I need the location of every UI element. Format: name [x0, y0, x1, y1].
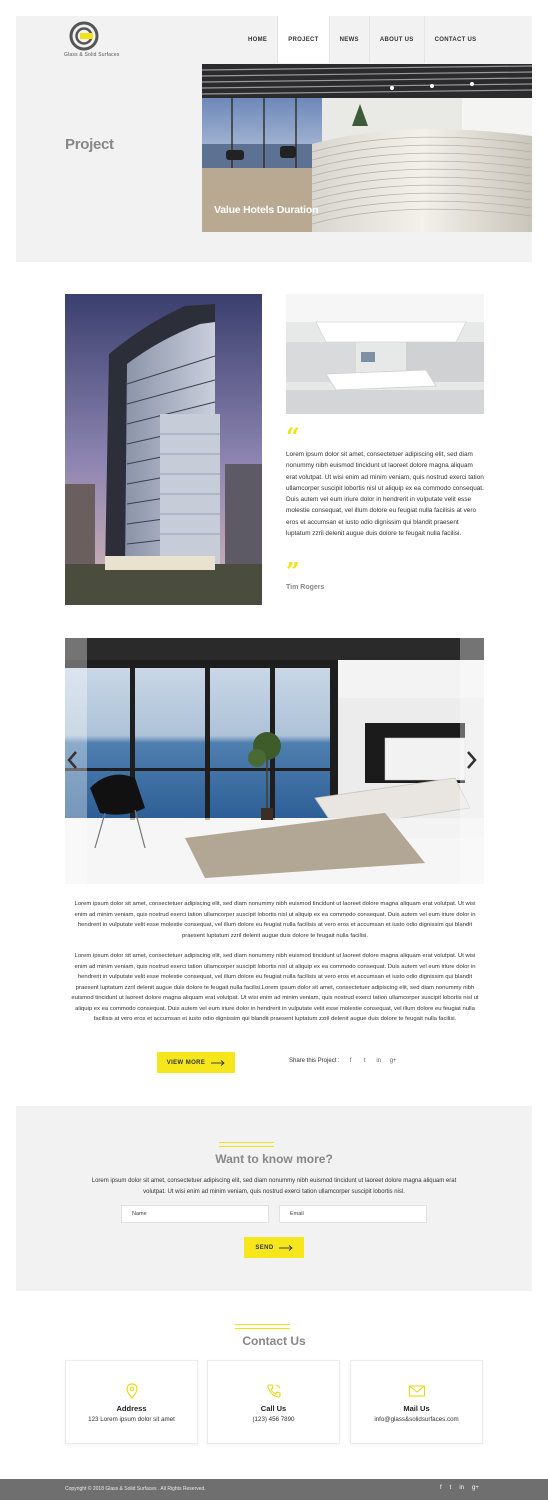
address-title: Address [116, 1404, 147, 1413]
bedroom-image [65, 638, 484, 884]
linkedin-icon[interactable]: in [459, 1485, 465, 1491]
tower-image [65, 294, 262, 605]
call-card [207, 1360, 340, 1444]
title-decoration [235, 1324, 290, 1332]
hero-image-caption: Value Hotels Duration [214, 204, 319, 216]
cta-text: Lorem ipsum dolor sit amet, consectetuer adipiscing elit, sed diam nonummy nibh euismod tincidunt ut laoreet dolore magna aliquam erat volutpat. Ut wisi enim ad minim veniam, quis nostrud exerci tation ullamcorper suscipit lobortis nisl. [91, 1178, 457, 1195]
share-bar [289, 1058, 396, 1064]
slider-next-arrow-icon[interactable] [464, 750, 478, 770]
call-title: Call Us [260, 1404, 287, 1413]
testimonial-author: Tim Rogers [286, 584, 325, 591]
arrow-right-icon [211, 1060, 225, 1066]
hero-image [202, 64, 532, 232]
nav-project[interactable]: PROJECT [278, 16, 329, 63]
nav-news[interactable]: NEWS [330, 16, 370, 63]
footer [0, 1479, 548, 1500]
brand-name: Glass & Solid Surfaces [64, 52, 120, 58]
cta-title: Want to know more? [215, 1152, 333, 1166]
arrow-right-icon [279, 1245, 293, 1251]
email-field[interactable]: Email [279, 1205, 427, 1223]
quote-open-icon: “ [286, 422, 300, 451]
linkedin-icon[interactable]: in [376, 1058, 382, 1064]
share-label: Share this Project : [289, 1058, 340, 1064]
address-card [65, 1360, 198, 1444]
contact-title: Contact Us [242, 1334, 306, 1348]
footer-social-links [440, 1485, 479, 1491]
view-more-label: VIEW MORE [166, 1059, 206, 1066]
project-paragraph-2: Lorem ipsum dolor sit amet, consectetuer adipiscing elit, sed diam nonummy nibh euismod tincidunt ut laoreet dolore magna aliquam erat volutpat. Ut wisi enim ad minim veniam, quis nostrud exerci tation ullamcorper suscipit lobortis nisl ut aliquip ex ea commodo consequat. Duis autem vel eum iriure dolor in hendrerit in vulputate velit esse molestie consequat, vel illum dolore eu feugiat nulla facilisis at vero eros et accumsan et iusto odio dignissim qui blandit praesent luptatum zzril delenit augue duis dolore te feugait nulla facilisi.Lorem ipsum dolor sit amet, consectetuer adipiscing elit, sed diam nonummy nibh euismod tincidunt ut laoreet dolore magna aliquam erat volutpat. Ut wisi enim ad minim veniam, quis nostrud exerci tation ullamcorper suscipit lobortis nisl ut aliquip ex ea commodo consequat. Duis autem vel eum iriure dolor in hendrerit in vulputate velit esse molestie consequat, vel illum dolore eu feugiat nulla facilisis at vero eros et accumsan et iusto odio dignissim qui blandit praesent luptatum zzril delenit augue duis dolore te feugait nulla facilisi. [71, 953, 479, 1022]
phone-icon [265, 1383, 283, 1399]
project-image-slider[interactable] [65, 638, 484, 884]
want-to-know-more-section [16, 1106, 532, 1291]
envelope-icon [408, 1383, 426, 1399]
mail-value[interactable]: info@glass&solidsurfaces.com [374, 1416, 459, 1423]
lobby-image [286, 294, 484, 414]
mail-title: Mail Us [403, 1404, 430, 1413]
send-label: SEND [255, 1244, 274, 1251]
nav-about-us[interactable]: ABOUT US [370, 16, 425, 63]
page-title: Project [65, 136, 114, 153]
map-pin-icon [123, 1383, 141, 1399]
mail-card [350, 1360, 483, 1444]
logo[interactable] [64, 21, 128, 58]
name-field[interactable]: Name [121, 1205, 269, 1223]
facebook-icon[interactable]: f [440, 1485, 442, 1491]
google-plus-icon[interactable]: g+ [389, 1058, 397, 1064]
title-decoration [219, 1142, 274, 1148]
project-paragraph-1: Lorem ipsum dolor sit amet, consectetuer adipiscing elit, sed diam nonummy nibh euismod tincidunt ut laoreet dolore magna aliquam erat volutpat. Ut wisi enim ad minim veniam, quis nostrud exerci tation ullamcorper suscipit lobortis nisl ut aliquip ex ea commodo consequat. Duis autem vel eum iriure dolor in hendrerit in vulputate velit esse molestie consequat, vel illum dolore eu feugiat nulla facilisis at vero eros et accumsan et iusto odio dignissim qui blandit praesent luptatum zzril delenit augue duis dolore te feugait nulla facilisi. [74, 901, 476, 939]
twitter-icon[interactable]: t [363, 1058, 366, 1064]
call-value[interactable]: (123) 456 7890 [252, 1416, 295, 1423]
main-nav [238, 16, 486, 63]
send-button[interactable] [244, 1237, 304, 1258]
quote-close-icon: ” [286, 557, 300, 586]
address-value: 123 Lorem ipsum dolor sit amet [88, 1416, 175, 1423]
view-more-button[interactable] [157, 1052, 235, 1073]
nav-contact-us[interactable]: CONTACT US [434, 36, 477, 43]
testimonial-text: Lorem ipsum dolor sit amet, consectetuer adipiscing elit, sed diam nonummy nibh euismod tincidunt ut laoreet dolore magna aliquam erat volutpat. Ut wisi enim ad minim veniam, quis nostrud exerci tation ullamcorper suscipit lobortis nisl ut aliquip ex ea commodo consequat. Duis autem vel eum iriure dolor in hendrerit in vulputate velit esse molestie consequat, vel illum dolore eu feugiat nulla facilisis at vero eros et accumsan et iusto odio dignissim qui blandit praesent luptatum zzril delenit augue duis dolore te feugait nulla facilisi. [286, 451, 484, 538]
facebook-icon[interactable]: f [349, 1058, 352, 1064]
twitter-icon[interactable]: t [449, 1485, 452, 1491]
nav-home[interactable]: HOME [238, 16, 278, 63]
logo-icon [67, 21, 101, 51]
google-plus-icon[interactable]: g+ [472, 1485, 479, 1491]
copyright-text: Copyright © 2018 Glass & Solid Surfaces . All Rights Reserved. [65, 1486, 206, 1492]
slider-prev-arrow-icon[interactable] [66, 750, 80, 770]
hero-section [16, 16, 532, 262]
